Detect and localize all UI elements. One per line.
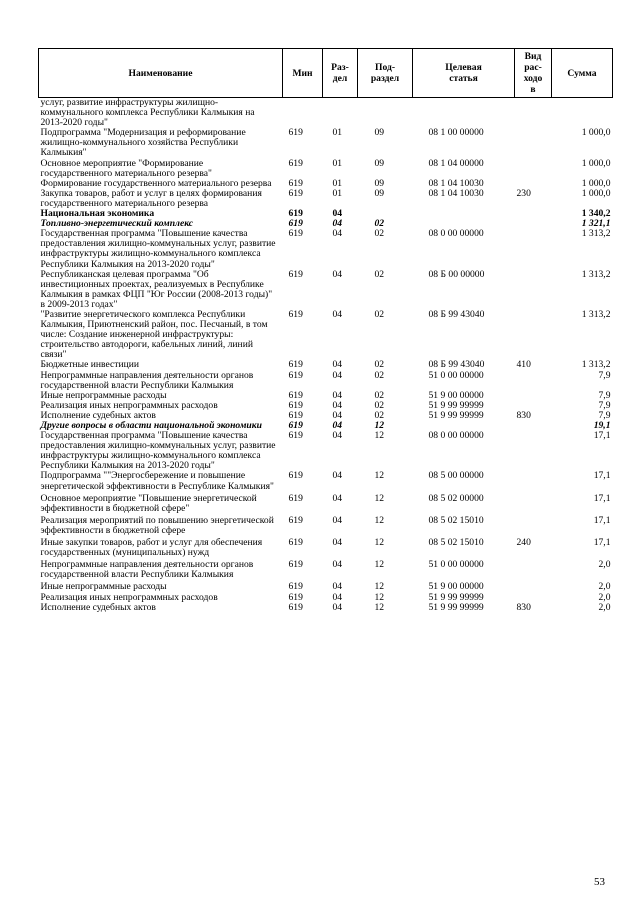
table-row: [39, 310, 613, 360]
row-celevaya-statya: 51 9 99 99999: [428, 592, 484, 603]
row-name: Исполнение судебных актов: [40, 410, 156, 421]
header-summa: Сумма: [552, 49, 613, 98]
row-celevaya-statya: 51 9 00 00000: [428, 390, 484, 401]
row-podrazdel: 02: [374, 390, 385, 401]
row-celevaya-statya: 51 0 00 00000: [428, 560, 484, 571]
row-podrazdel: 12: [374, 493, 385, 504]
row-min: 619: [288, 431, 303, 442]
row-podrazdel: 12: [374, 471, 385, 482]
row-celevaya-statya: 08 0 00 00000: [428, 431, 484, 442]
row-razdel: 04: [332, 602, 343, 613]
table-row: [39, 229, 613, 269]
row-vid-rashodov: [515, 270, 552, 310]
row-vid-rashodov: [515, 229, 552, 269]
row-podrazdel: 12: [374, 515, 385, 526]
table-body: [39, 98, 613, 613]
row-name: "Развитие энергетического комплекса Республики Калмыкия, Приютненский район, пос. Песчаный, в том числе: Создание инженерной инфраструктуры: строительство автодороги, кабельных линий, линий связи": [40, 309, 268, 361]
row-podrazdel: 12: [374, 538, 385, 549]
row-razdel: 04: [332, 400, 343, 411]
row-razdel: 04: [332, 421, 343, 431]
row-podrazdel: 12: [374, 592, 385, 603]
row-summa: 2,0: [598, 592, 611, 603]
table-row: [39, 593, 613, 603]
row-vid-rashodov: [515, 593, 552, 603]
row-vid-rashodov: [515, 421, 552, 431]
row-podrazdel: 02: [374, 410, 385, 421]
row-summa: 1 340,2: [581, 209, 611, 220]
row-podrazdel: 09: [374, 188, 385, 199]
row-summa: 1 000,0: [581, 188, 611, 199]
row-name: Республиканская целевая программа "Об инвестиционных проектах, реализуемых в Республике Калмыкия в рамках ФЦП "Юг России (2008-2013 годы)" в 2009-2013 годах": [40, 269, 273, 310]
row-summa: 2,0: [598, 582, 611, 593]
row-name: Иные закупки товаров, работ и услуг для обеспечения государственных (муниципальных) нужд: [40, 538, 263, 559]
table-header-row: [39, 49, 613, 98]
row-min: 619: [288, 602, 303, 613]
row-summa: 1 321,1: [581, 219, 611, 230]
table-row: [39, 538, 613, 560]
table-row: [39, 411, 613, 421]
row-razdel: 04: [332, 560, 343, 571]
table-row: [39, 209, 613, 219]
table-row: [39, 421, 613, 431]
table-row: [39, 431, 613, 471]
row-vid-rashodov: [515, 560, 552, 582]
row-razdel: 04: [332, 309, 343, 320]
row-min: 619: [288, 538, 303, 549]
row-celevaya-statya: 08 Б 99 43040: [428, 309, 485, 320]
row-summa: 1 313,2: [581, 360, 611, 371]
row-name: Иные непрограммные расходы: [40, 390, 167, 401]
header-vid-rashodov: Вид рас- ходо в: [515, 49, 552, 98]
row-name: Закупка товаров, работ и услуг в целях формирования государственного материального резерва: [40, 188, 262, 209]
row-razdel: [323, 98, 358, 129]
page-number: 53: [594, 876, 605, 888]
row-summa: 2,0: [598, 602, 611, 613]
row-min: 619: [288, 158, 303, 169]
table-row: [39, 582, 613, 592]
row-celevaya-statya: 08 1 04 10030: [428, 178, 484, 189]
row-summa: [552, 98, 613, 129]
row-name: Иные непрограммные расходы: [40, 582, 167, 593]
row-podrazdel: 09: [374, 128, 385, 139]
row-summa: 7,9: [598, 410, 611, 421]
row-razdel: 01: [332, 158, 343, 169]
row-razdel: 04: [332, 370, 343, 381]
table-row: [39, 98, 613, 129]
row-min: 619: [288, 188, 303, 199]
row-razdel: 01: [332, 188, 343, 199]
table-row: [39, 159, 613, 179]
row-celevaya-statya: [413, 209, 515, 219]
row-razdel: 04: [332, 229, 343, 240]
row-min: 619: [288, 471, 303, 482]
row-celevaya-statya: 08 1 04 00000: [428, 158, 484, 169]
row-razdel: 01: [332, 128, 343, 139]
row-min: [283, 98, 323, 129]
row-summa: 1 000,0: [581, 128, 611, 139]
row-vid-rashodov: 830: [516, 602, 531, 613]
row-celevaya-statya: 08 5 02 15010: [428, 515, 484, 526]
row-summa: 17,1: [593, 471, 611, 482]
table-row: [39, 189, 613, 209]
row-podrazdel: 02: [374, 229, 385, 240]
header-celevaya-statya: Целевая статья: [413, 49, 515, 98]
row-razdel: 04: [332, 269, 343, 280]
row-vid-rashodov: [515, 310, 552, 360]
row-summa: 1 313,2: [581, 309, 611, 320]
row-celevaya-statya: 51 9 99 99999: [428, 602, 484, 613]
row-min: 619: [288, 360, 303, 371]
row-min: 619: [288, 515, 303, 526]
row-podrazdel: 02: [374, 400, 385, 411]
table-row: [39, 560, 613, 582]
row-summa: 1 000,0: [581, 158, 611, 169]
row-summa: 17,1: [593, 431, 611, 442]
row-podrazdel: 09: [374, 158, 385, 169]
row-celevaya-statya: [413, 421, 515, 431]
row-razdel: 04: [332, 390, 343, 401]
row-vid-rashodov: [515, 431, 552, 471]
table-row: [39, 179, 613, 189]
row-min: 619: [288, 178, 303, 189]
row-name: Топливно-энергетический комплекс: [40, 219, 193, 230]
table-row: [39, 516, 613, 538]
row-podrazdel: [358, 98, 413, 129]
row-vid-rashodov: [515, 471, 552, 493]
row-summa: 19,1: [593, 421, 611, 431]
row-vid-rashodov: [515, 516, 552, 538]
row-podrazdel: 12: [374, 602, 385, 613]
row-name: Основное мероприятие "Формирование государственного материального резерва": [40, 158, 212, 179]
row-razdel: 04: [332, 515, 343, 526]
row-razdel: 04: [332, 360, 343, 371]
row-podrazdel: 02: [374, 219, 385, 230]
row-name: Формирование государственного материального резерва: [40, 178, 272, 189]
row-min: 619: [288, 582, 303, 593]
row-razdel: 04: [332, 493, 343, 504]
row-summa: 7,9: [598, 400, 611, 411]
row-razdel: 04: [332, 219, 343, 230]
row-vid-rashodov: [515, 128, 552, 158]
row-name: Непрограммные направления деятельности органов государственной власти Республики Калмыкия: [40, 370, 254, 391]
row-name: Реализация иных непрограммных расходов: [40, 400, 218, 411]
row-vid-rashodov: 830: [516, 410, 531, 421]
row-min: 619: [288, 410, 303, 421]
table-row: [39, 391, 613, 401]
table-row: [39, 360, 613, 370]
row-razdel: 04: [332, 431, 343, 442]
row-min: 619: [288, 229, 303, 240]
row-podrazdel: 02: [374, 370, 385, 381]
row-min: 619: [288, 209, 303, 220]
row-vid-rashodov: [515, 159, 552, 179]
row-name: Другие вопросы в области национальной экономики: [40, 421, 262, 431]
row-celevaya-statya: 08 Б 99 43040: [428, 360, 485, 371]
row-celevaya-statya: 51 9 00 00000: [428, 582, 484, 593]
row-summa: 17,1: [593, 493, 611, 504]
row-vid-rashodov: [515, 219, 552, 229]
row-podrazdel: [358, 209, 413, 219]
row-min: 619: [288, 400, 303, 411]
row-name: Основное мероприятие "Повышение энергетической эффективности в бюджетной сфере": [40, 493, 257, 514]
row-celevaya-statya: 51 9 99 99999: [428, 410, 484, 421]
row-name: Национальная экономика: [40, 209, 155, 220]
row-vid-rashodov: [515, 179, 552, 189]
row-min: 619: [288, 128, 303, 139]
row-name: Непрограммные направления деятельности органов государственной власти Республики Калмыкия: [40, 560, 254, 581]
row-vid-rashodov: [515, 209, 552, 219]
row-celevaya-statya: [413, 98, 515, 129]
header-name: Наименование: [39, 49, 283, 98]
row-celevaya-statya: 08 0 00 00000: [428, 229, 484, 240]
row-podrazdel: 02: [374, 360, 385, 371]
row-vid-rashodov: [515, 98, 552, 129]
row-podrazdel: 12: [374, 421, 385, 431]
row-razdel: 04: [332, 209, 343, 220]
row-name: Подпрограмма "Модернизация и реформирование жилищно-коммунального хозяйства Республики Калмыкия": [40, 128, 246, 159]
row-celevaya-statya: 08 5 02 00000: [428, 493, 484, 504]
row-celevaya-statya: 08 Б 00 00000: [428, 269, 485, 280]
table-row: [39, 128, 613, 158]
row-celevaya-statya: [413, 219, 515, 229]
row-min: 619: [288, 390, 303, 401]
row-vid-rashodov: 240: [516, 538, 531, 549]
row-vid-rashodov: [515, 401, 552, 411]
row-razdel: 04: [332, 582, 343, 593]
row-celevaya-statya: 08 5 02 15010: [428, 538, 484, 549]
row-summa: 17,1: [593, 515, 611, 526]
table-row: [39, 401, 613, 411]
table-row: [39, 219, 613, 229]
row-podrazdel: 12: [374, 582, 385, 593]
budget-table: [38, 48, 613, 613]
row-summa: 7,9: [598, 370, 611, 381]
table-row: [39, 270, 613, 310]
row-podrazdel: 02: [374, 269, 385, 280]
row-name: Государственная программа "Повышение качества предоставления жилищно-коммунальных услуг, развитие инфраструктуры жилищно-коммунального комплекса Республики Калмыкия на 2013-2020 годы": [40, 229, 276, 270]
row-min: 619: [288, 219, 303, 230]
table-row: [39, 494, 613, 516]
header-razdel: Раз- дел: [323, 49, 358, 98]
row-podrazdel: 12: [374, 560, 385, 571]
row-name: услуг, развитие инфраструктуры жилищно-коммунального комплекса Республики Калмыкия на 2013-2020 годы": [40, 97, 255, 129]
row-razdel: 04: [332, 592, 343, 603]
row-min: 619: [288, 493, 303, 504]
header-min: Мин: [283, 49, 323, 98]
row-name: Бюджетные инвестиции: [40, 360, 139, 371]
row-name: Государственная программа "Повышение качества предоставления жилищно-коммунальных услуг, развитие инфраструктуры жилищно-коммунального комплекса Республики Калмыкия на 2013-2020 годы": [40, 431, 276, 472]
row-name: Реализация мероприятий по повышению энергетической эффективности в бюджетной сфере: [40, 515, 274, 536]
row-summa: 1 313,2: [581, 269, 611, 280]
row-celevaya-statya: 08 5 00 00000: [428, 471, 484, 482]
row-name: Подпрограмма ""Энергосбережение и повышение энергетической эффективности в Республике Калмыкия": [40, 471, 274, 492]
row-min: 619: [288, 309, 303, 320]
row-razdel: 04: [332, 410, 343, 421]
table-row: [39, 603, 613, 613]
row-podrazdel: 09: [374, 178, 385, 189]
table-row: [39, 471, 613, 493]
row-celevaya-statya: 51 9 99 99999: [428, 400, 484, 411]
row-razdel: 04: [332, 538, 343, 549]
row-vid-rashodov: 230: [516, 188, 531, 199]
row-min: 619: [288, 560, 303, 571]
table-row: [39, 371, 613, 391]
row-vid-rashodov: [515, 494, 552, 516]
row-celevaya-statya: 08 1 00 00000: [428, 128, 484, 139]
row-vid-rashodov: [515, 391, 552, 401]
row-celevaya-statya: 51 0 00 00000: [428, 370, 484, 381]
row-name: Реализация иных непрограммных расходов: [40, 592, 218, 603]
row-celevaya-statya: 08 1 04 10030: [428, 188, 484, 199]
row-summa: 17,1: [593, 538, 611, 549]
row-podrazdel: 02: [374, 309, 385, 320]
row-summa: 1 000,0: [581, 178, 611, 189]
row-summa: 1 313,2: [581, 229, 611, 240]
row-podrazdel: 12: [374, 431, 385, 442]
header-podrazdel: Под- раздел: [358, 49, 413, 98]
row-name: Исполнение судебных актов: [40, 602, 156, 613]
row-vid-rashodov: [515, 582, 552, 592]
row-min: 619: [288, 370, 303, 381]
row-min: 619: [288, 269, 303, 280]
row-razdel: 04: [332, 471, 343, 482]
row-vid-rashodov: [515, 371, 552, 391]
row-summa: 2,0: [598, 560, 611, 571]
row-min: 619: [288, 592, 303, 603]
row-min: 619: [288, 421, 303, 431]
row-vid-rashodov: 410: [516, 360, 531, 371]
row-razdel: 01: [332, 178, 343, 189]
row-summa: 7,9: [598, 390, 611, 401]
